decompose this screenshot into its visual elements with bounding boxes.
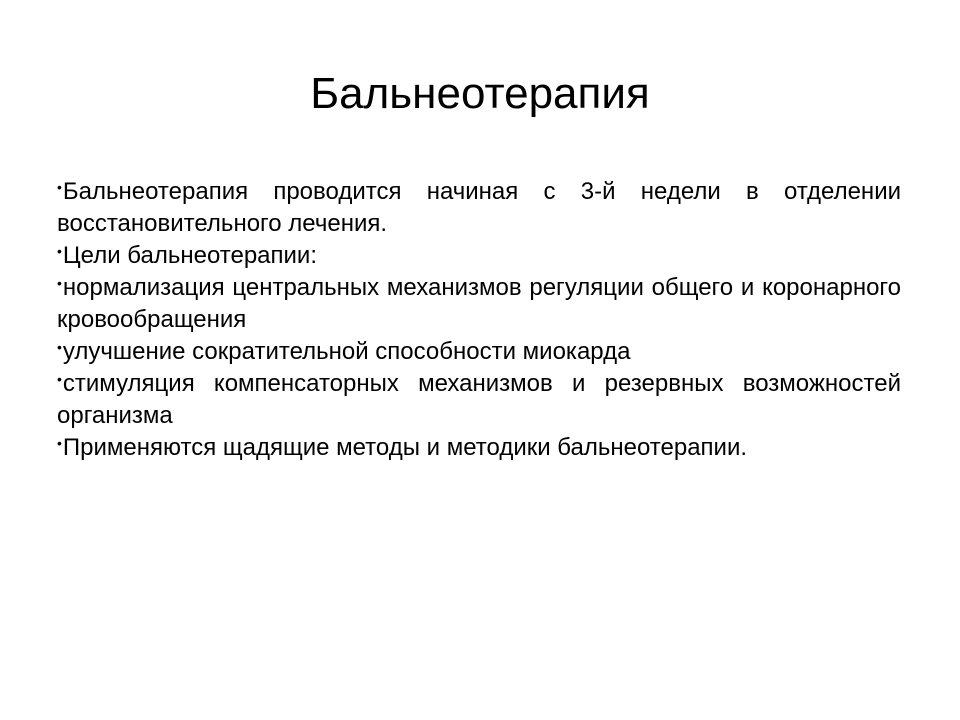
- bullet-dot-icon: •: [57, 243, 62, 259]
- bullet-dot-icon: •: [57, 339, 62, 355]
- bullet-text: Применяются щадящие методы и методики бальнеотерапии.: [62, 434, 748, 461]
- bullet-item-contractility: [57, 336, 901, 368]
- bullet-text: нормализация центральных механизмов регуляции общего и коронарного кровообращения: [57, 274, 901, 333]
- bullet-list: [57, 176, 901, 464]
- bullet-text: Бальнеотерапия проводится начиная с 3-й недели в отделении восстановительного лечения.: [57, 178, 901, 237]
- bullet-item-compensation: [57, 368, 901, 432]
- bullet-text: улучшение сократительной способности миокарда: [62, 338, 631, 365]
- bullet-item-regulation: [57, 272, 901, 336]
- bullet-dot-icon: •: [57, 275, 62, 291]
- bullet-item-goals: [57, 240, 901, 272]
- bullet-item-methods: [57, 432, 901, 464]
- slide-title: Бальнеотерапия: [310, 69, 650, 118]
- bullet-item-start-week: [57, 176, 901, 240]
- bullet-dot-icon: •: [57, 371, 62, 387]
- bullet-text: стимуляция компенсаторных механизмов и резервных возможностей организма: [57, 370, 901, 429]
- bullet-dot-icon: •: [57, 435, 62, 451]
- bullet-text: Цели бальнеотерапии:: [62, 242, 318, 269]
- bullet-dot-icon: •: [57, 179, 62, 195]
